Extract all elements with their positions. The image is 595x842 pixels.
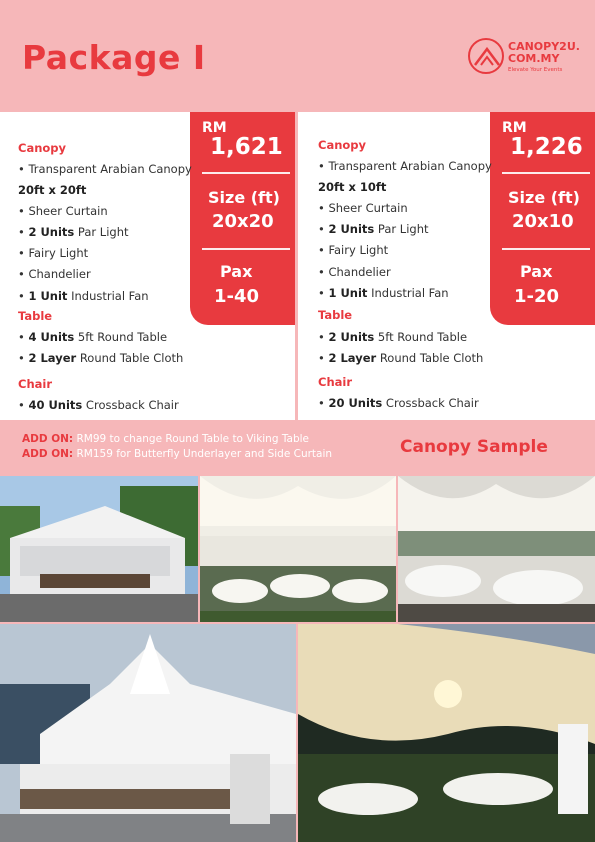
divider xyxy=(202,248,290,250)
canopy-sample-heading: Canopy Sample xyxy=(400,437,548,457)
canopy-size: 20ft x 20ft xyxy=(18,183,87,197)
tent-logo-icon xyxy=(468,38,504,74)
logo-line1: CANOPY2U. xyxy=(508,40,580,53)
price-amount: 1,621 xyxy=(210,134,283,160)
list-item: • Transparent Arabian Canopy xyxy=(18,162,192,176)
price-prefix: RM xyxy=(202,120,227,136)
pax-label: Pax xyxy=(520,262,553,281)
canopy-size: 20ft x 10ft xyxy=(318,180,387,194)
canopy-heading: Canopy xyxy=(18,141,67,155)
list-item: • 1 Unit Industrial Fan xyxy=(318,286,449,300)
list-item: • 2 Units 5ft Round Table xyxy=(318,330,468,344)
canopy-heading: Canopy xyxy=(318,138,367,152)
chair-heading: Chair xyxy=(18,377,53,391)
price-prefix: RM xyxy=(502,120,527,136)
list-item: • 4 Units 5ft Round Table xyxy=(18,330,168,344)
list-item: • 2 Units Par Light xyxy=(318,222,429,236)
table-heading: Table xyxy=(18,309,53,323)
logo-tagline: Elevate Your Events xyxy=(508,67,563,73)
divider xyxy=(502,172,590,174)
list-item: • Sheer Curtain xyxy=(318,201,408,215)
sample-photo-peaked-canopy xyxy=(0,624,296,842)
price-amount: 1,226 xyxy=(510,134,583,160)
table-heading: Table xyxy=(318,308,353,322)
list-item: • 40 Units Crossback Chair xyxy=(18,398,179,412)
divider xyxy=(502,248,590,250)
sample-photo-night-lighting xyxy=(298,624,595,842)
pax-value: 1-40 xyxy=(214,286,260,307)
list-item: • 20 Units Crossback Chair xyxy=(318,396,479,410)
list-item: • Transparent Arabian Canopy xyxy=(318,159,492,173)
list-item: • Sheer Curtain xyxy=(18,204,108,218)
package-card-20x20 xyxy=(0,112,295,420)
list-item: • 2 Units Par Light xyxy=(18,225,129,239)
size-value: 20x20 xyxy=(212,211,274,232)
size-label: Size (ft) xyxy=(508,188,580,207)
list-item: • 2 Layer Round Table Cloth xyxy=(18,351,184,365)
chair-heading: Chair xyxy=(318,375,353,389)
addon-line: ADD ON: RM159 for Butterfly Underlayer and Side Curtain xyxy=(22,448,333,460)
pax-label: Pax xyxy=(220,262,253,281)
sample-photo-canopy-outdoor xyxy=(0,476,198,622)
size-value: 20x10 xyxy=(512,211,574,232)
list-item: • 1 Unit Industrial Fan xyxy=(18,289,149,303)
list-item: • Chandelier xyxy=(318,265,391,279)
list-item: • Fairy Light xyxy=(318,243,389,257)
list-item: • Chandelier xyxy=(18,267,91,281)
sample-photo-round-tables xyxy=(398,476,595,622)
pax-value: 1-20 xyxy=(514,286,560,307)
package-card-20x10 xyxy=(298,112,595,420)
addon-line: ADD ON: RM99 to change Round Table to Viking Table xyxy=(22,433,309,445)
brand-logo xyxy=(468,38,588,78)
size-label: Size (ft) xyxy=(208,188,280,207)
logo-line2: COM.MY xyxy=(508,52,560,65)
page-title: Package I xyxy=(22,38,206,77)
price-box xyxy=(190,112,295,325)
list-item: • Fairy Light xyxy=(18,246,89,260)
divider xyxy=(202,172,290,174)
price-box xyxy=(490,112,595,325)
header xyxy=(0,0,595,112)
sample-photo-draped-interior xyxy=(200,476,396,622)
list-item: • 2 Layer Round Table Cloth xyxy=(318,351,484,365)
